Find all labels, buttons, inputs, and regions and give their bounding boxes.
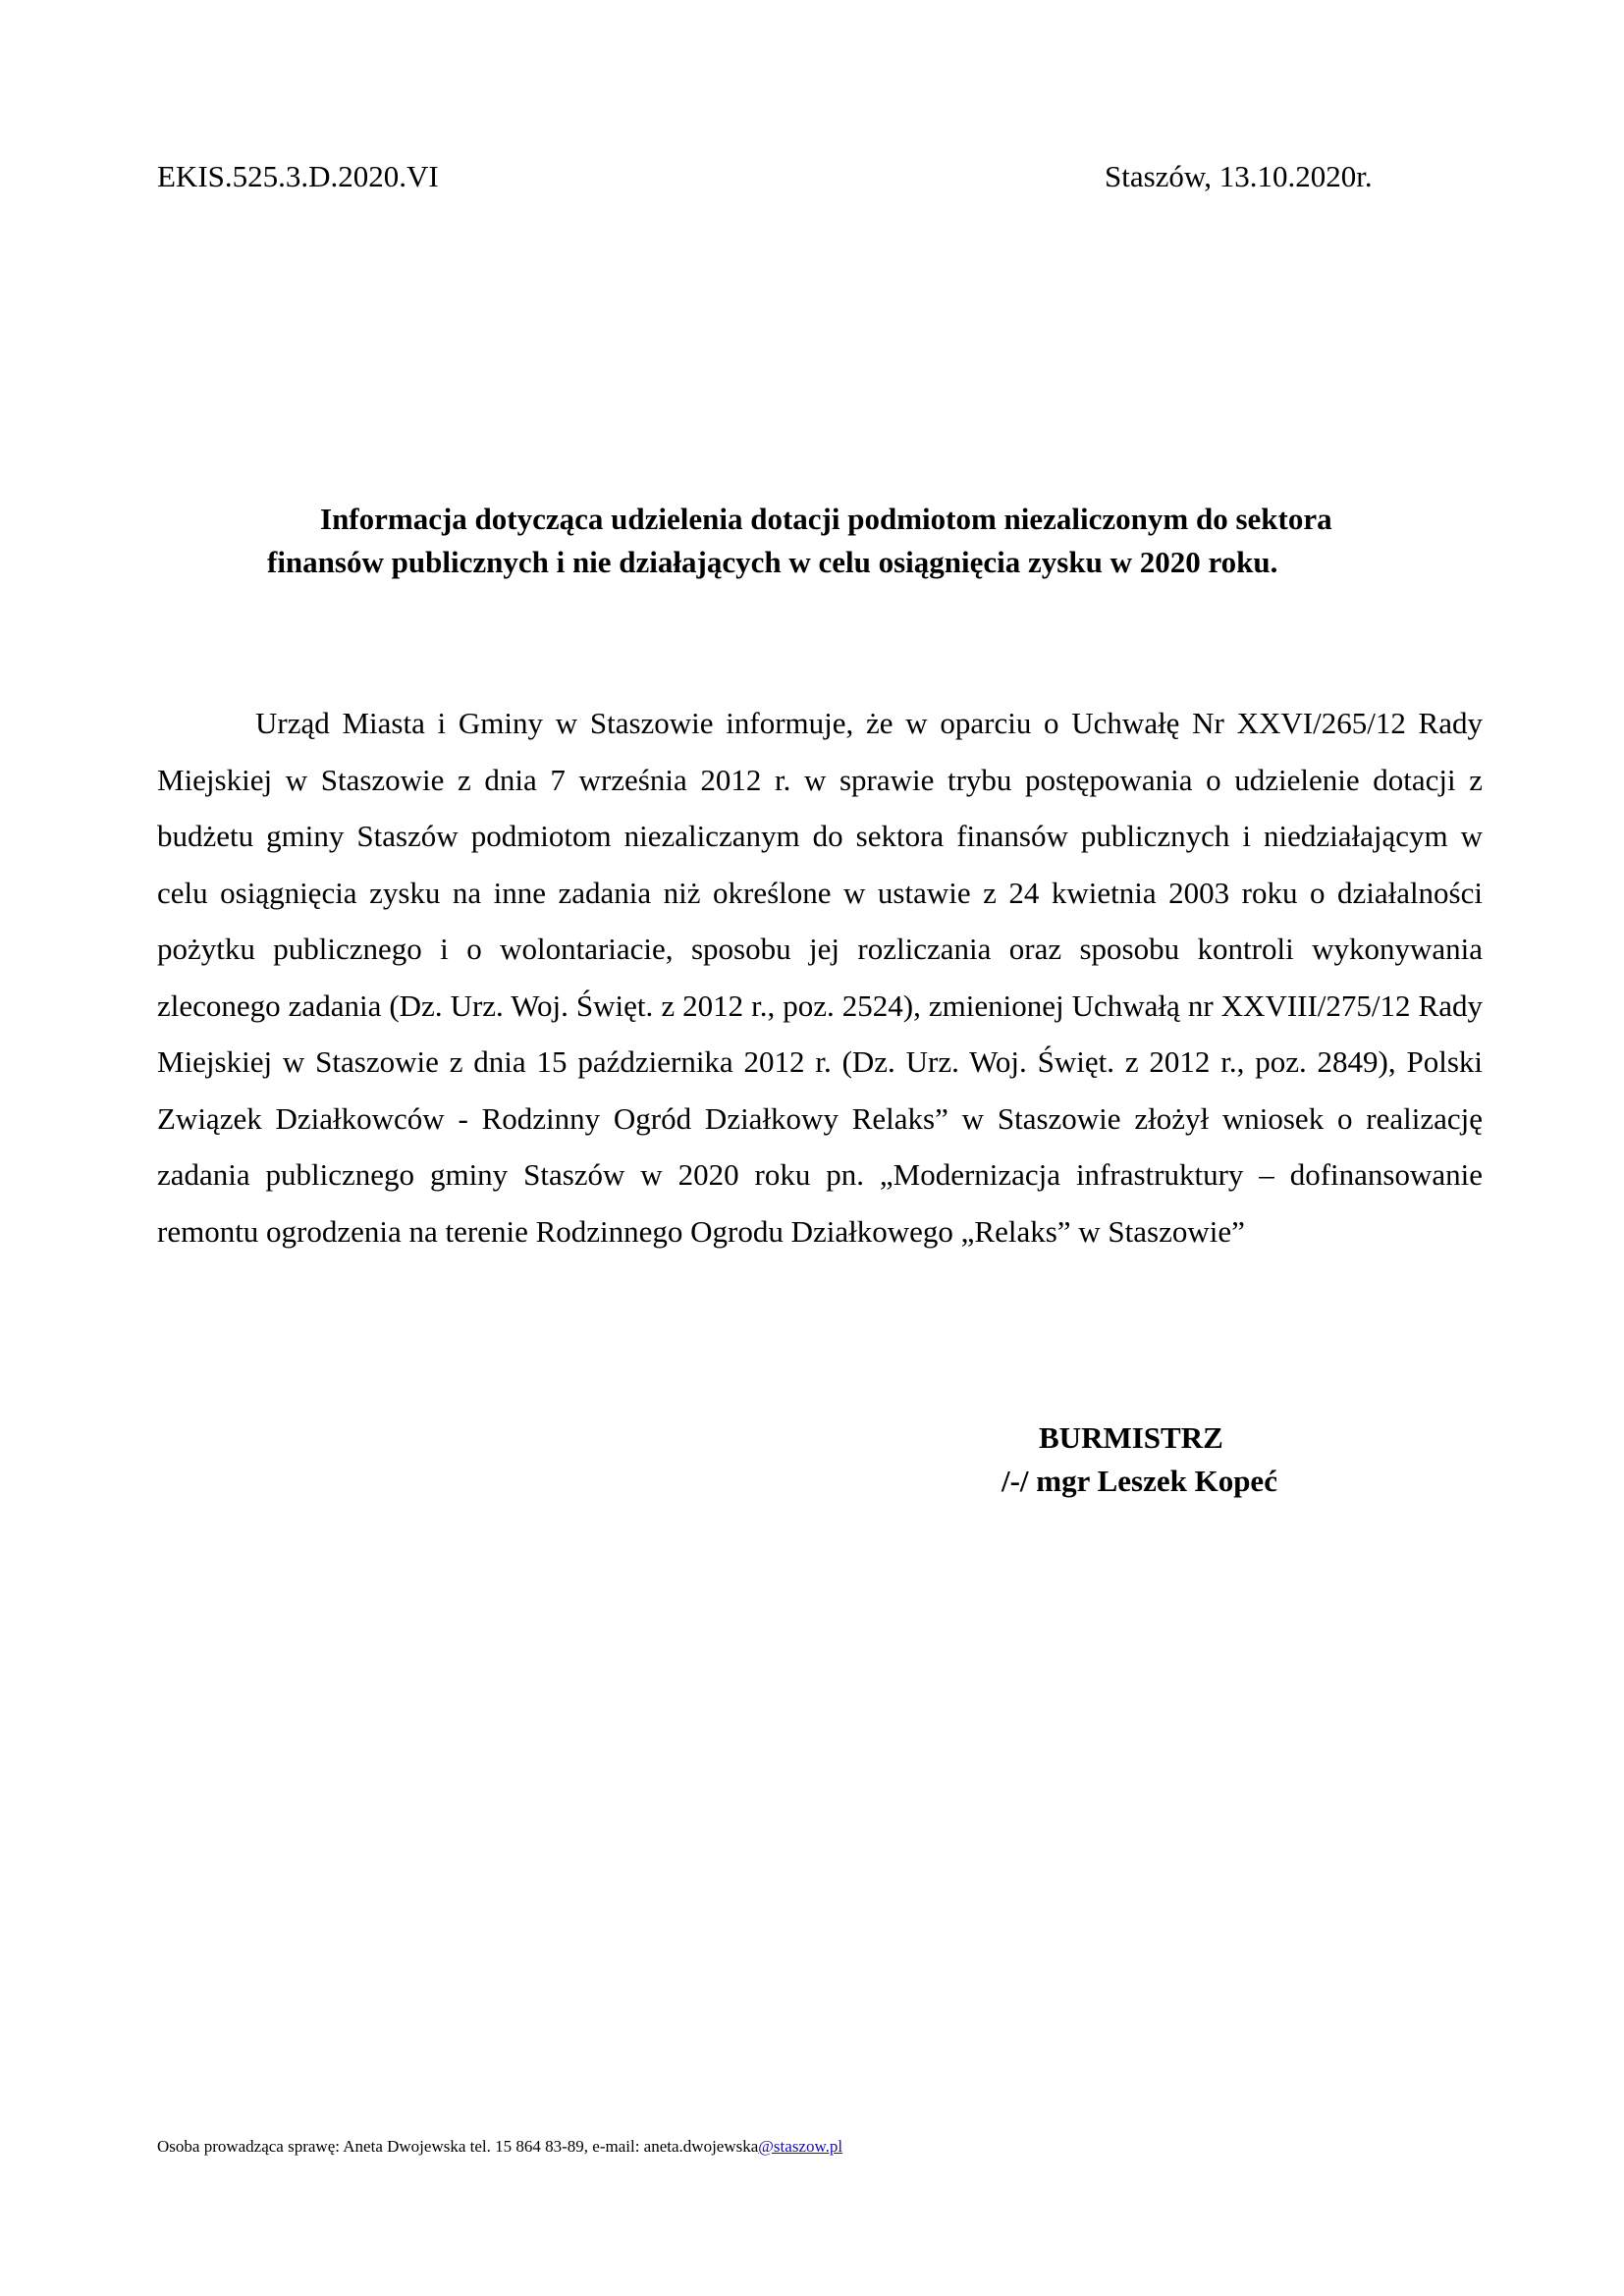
body-paragraph: Urząd Miasta i Gminy w Staszowie informuje, że w oparciu o Uchwałę Nr XXVI/265/12 Rady Miejskiej w Staszowie z dnia 7 września 2012 r. w sprawie trybu postępowania o udzielenie dotacji z budżetu gminy Staszów podmiotom niezaliczanym do sektora finansów publicznych i niedziałającym w celu osiągnięcia zysku na inne zadania niż określone w ustawie z 24 kwietnia 2003 roku o działalności pożytku publicznego i o wolontariacie, sposobu jej rozliczania oraz sposobu kontroli wykonywania zleconego zadania (Dz. Urz. Woj. Święt. z 2012 r., poz. 2524), zmienionej Uchwałą nr XXVIII/275/12 Rady Miejskiej w Staszowie z dnia 15 października 2012 r. (Dz. Urz. Woj. Święt. z 2012 r., poz. 2849), Polski Związek Działkowców - Rodzinny Ogród Działkowy Relaks” w Staszowie złożył wniosek o realizację zadania publicznego gminy Staszów w 2020 roku pn. „Modernizacja infrastruktury – dofinansowanie remontu ogrodzenia na terenie Rodzinnego Ogrodu Działkowego „Relaks” w Staszowie” bbox=[157, 706, 1483, 1249]
signature-position: BURMISTRZ bbox=[1039, 1420, 1223, 1455]
footer-contact-text: Osoba prowadząca sprawę: Aneta Dwojewska tel. 15 864 83-89, e-mail: aneta.dwojewska bbox=[157, 2137, 759, 2156]
signature-name: /-/ mgr Leszek Kopeć bbox=[1001, 1464, 1277, 1498]
document-title bbox=[196, 498, 1424, 584]
place-and-date: Staszów, 13.10.2020r. bbox=[1105, 159, 1373, 193]
document-title-line-2: finansów publicznych i nie działających w celu osiągnięcia zysku w 2020 roku. bbox=[267, 545, 1278, 579]
footer-contact bbox=[157, 2136, 842, 2158]
footer-email-link[interactable]: @staszow.pl bbox=[758, 2137, 843, 2156]
signature-block bbox=[1001, 1416, 1277, 1503]
document-reference-number: EKIS.525.3.D.2020.VI bbox=[157, 159, 439, 193]
document-title-line-1: Informacja dotycząca udzielenia dotacji podmiotom niezaliczonym do sektora bbox=[320, 502, 1332, 536]
